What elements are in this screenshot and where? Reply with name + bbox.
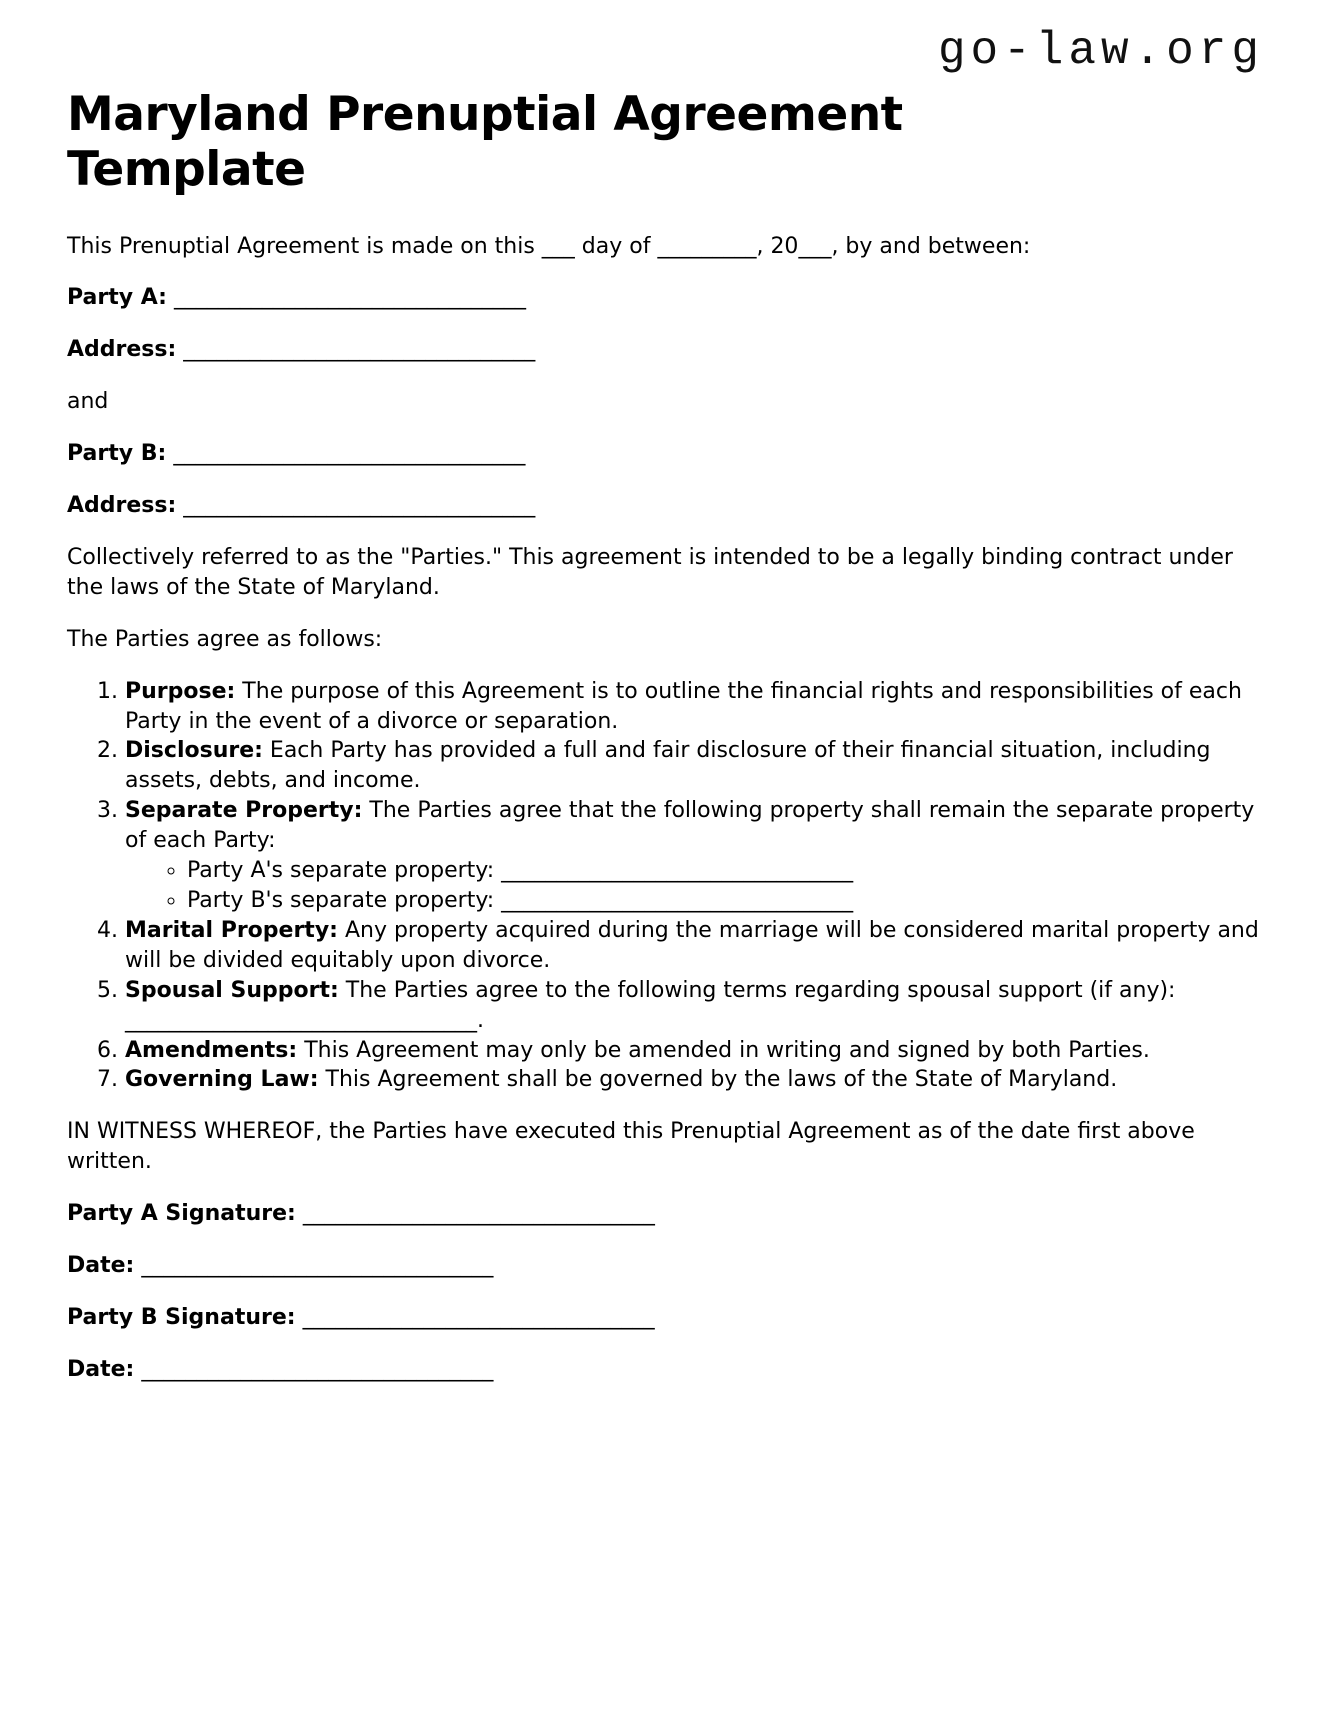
address-a-field — [67, 335, 1264, 365]
clause-item-governing-law — [125, 1065, 1264, 1095]
clause-item-purpose — [125, 677, 1264, 737]
party-a-blank-line: ________________________________ — [173, 285, 526, 311]
clause-item-amendments — [125, 1036, 1264, 1066]
party-b-signature-field — [67, 1303, 1264, 1333]
page-title: Maryland Prenuptial Agreement Template — [67, 86, 903, 198]
party-b-label: Party B: — [67, 441, 167, 467]
clause-text-after-blank: . — [477, 1007, 484, 1033]
party-b-blank-line: ________________________________ — [173, 441, 526, 467]
address-a-label: Address: — [67, 337, 177, 363]
witness-paragraph: IN WITNESS WHEREOF, the Parties have executed this Prenuptial Agreement as of the date first above written. — [67, 1119, 1195, 1175]
clause-label: Purpose: — [125, 678, 236, 704]
party-b-field — [67, 439, 1264, 469]
separate-property-sublist — [125, 856, 1264, 916]
clause-label: Marital Property: — [125, 917, 338, 943]
month-blank-line: _________ — [657, 233, 757, 259]
sub-item-party-b-property — [187, 886, 1264, 916]
intro-text-3: , 20 — [756, 233, 799, 259]
intro-text-4: , by and between: — [831, 233, 1031, 259]
clause-label: Governing Law: — [125, 1067, 319, 1093]
clause-text: The purpose of this Agreement is to outline the financial rights and responsibilities of each Party in the event of a divorce or separation. — [125, 678, 1242, 734]
sub-item-text: Party B's separate property: — [187, 888, 502, 913]
clause-text: This Agreement may only be amended in writing and signed by both Parties. — [297, 1037, 1150, 1063]
intro-text-1: This Prenuptial Agreement is made on this — [67, 233, 542, 259]
address-b-blank-line: ________________________________ — [183, 493, 536, 519]
party-b-signature-label: Party B Signature: — [67, 1304, 296, 1330]
clause-item-disclosure — [125, 736, 1264, 796]
day-blank-line: ___ — [541, 233, 575, 259]
clause-text: Each Party has provided a full and fair disclosure of their financial situation, including assets, debts, and income. — [125, 738, 1211, 794]
agree-intro-paragraph: The Parties agree as follows: — [67, 626, 383, 652]
party-a-field — [67, 283, 1264, 313]
clause-label: Spousal Support: — [125, 977, 339, 1003]
clause-label: Amendments: — [125, 1037, 298, 1063]
clause-list — [67, 677, 1264, 1096]
party-a-property-blank-line: ________________________________ — [501, 858, 854, 884]
address-b-field — [67, 491, 1264, 521]
collective-paragraph: Collectively referred to as the "Parties." This agreement is intended to be a legally binding contract under the laws of the State of Maryland. — [67, 544, 1233, 600]
date-a-blank-line: ________________________________ — [141, 1253, 494, 1279]
clause-label: Disclosure: — [125, 738, 263, 764]
party-a-signature-field — [67, 1199, 1264, 1229]
party-a-signature-blank-line: ________________________________ — [302, 1201, 655, 1227]
conjunction-text: and — [67, 389, 109, 415]
address-b-label: Address: — [67, 493, 177, 519]
party-a-label: Party A: — [67, 285, 167, 311]
intro-paragraph — [67, 232, 1264, 262]
clause-item-marital-property — [125, 916, 1264, 976]
spousal-support-blank-line: ________________________________ — [125, 1007, 477, 1033]
date-b-label: Date: — [67, 1356, 135, 1382]
date-b-blank-line: ________________________________ — [141, 1356, 494, 1382]
year-blank-line: ___ — [798, 233, 832, 259]
clause-item-separate-property — [125, 796, 1264, 916]
sub-item-text: Party A's separate property: — [187, 858, 502, 884]
date-a-field — [67, 1251, 1264, 1281]
party-a-signature-label: Party A Signature: — [67, 1201, 296, 1227]
clause-text: The Parties agree to the following terms regarding spousal support (if any): — [338, 977, 1176, 1003]
date-b-field — [67, 1355, 1264, 1385]
clause-text: The Parties agree that the following property shall remain the separate property of each Party: — [125, 798, 1255, 854]
clause-label: Separate Property: — [125, 798, 363, 824]
clause-text: This Agreement shall be governed by the laws of the State of Maryland. — [318, 1067, 1118, 1093]
clause-text: Any property acquired during the marriage will be considered marital property and will be divided equitably upon divorce. — [125, 917, 1259, 973]
clause-item-spousal-support — [125, 976, 1264, 1036]
intro-text-2: day of — [574, 233, 658, 259]
site-logo: go-law.org — [937, 25, 1264, 77]
party-b-property-blank-line: ________________________________ — [501, 888, 854, 913]
sub-item-party-a-property — [187, 856, 1264, 886]
party-b-signature-blank-line: ________________________________ — [302, 1304, 655, 1330]
address-a-blank-line: ________________________________ — [183, 337, 536, 363]
date-a-label: Date: — [67, 1253, 135, 1279]
